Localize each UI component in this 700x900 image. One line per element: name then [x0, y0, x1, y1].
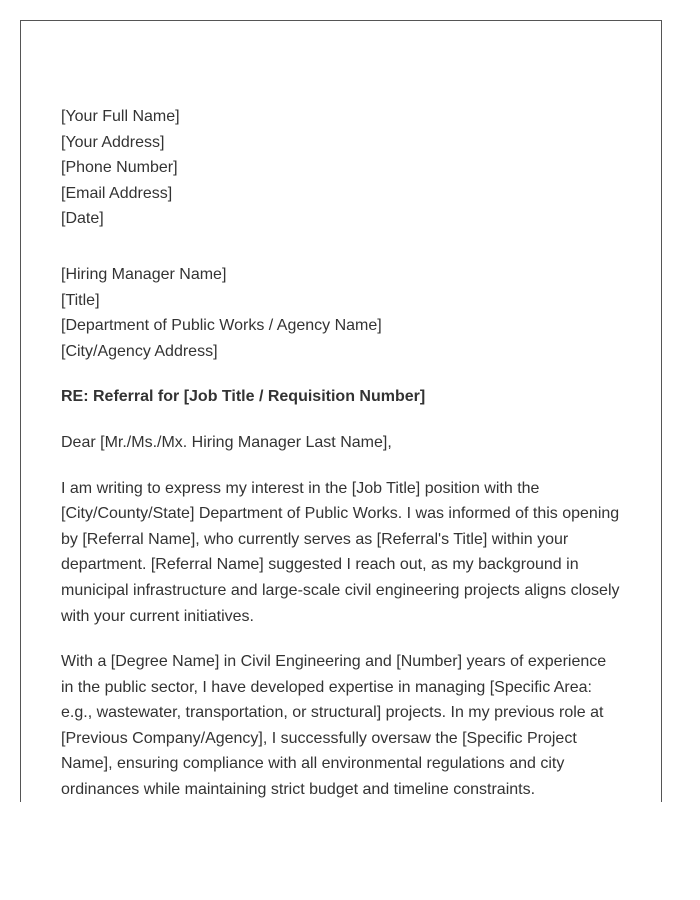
paragraph-line: [City/County/State] Department of Public Works. I was informed of this opening: [61, 505, 620, 523]
body-paragraph-2: [61, 649, 629, 802]
paragraph-line: [Previous Company/Agency], I successfully oversaw the [Specific Project: [61, 729, 577, 747]
paragraph-line: With a [Degree Name] in Civil Engineering and [Number] years of experience: [61, 653, 607, 671]
sender-email: [Email Address]: [61, 184, 173, 202]
recipient-address: [City/Agency Address]: [61, 342, 218, 360]
letter-greeting: [61, 430, 629, 456]
paragraph-line: e.g., wastewater, transportation, or structural] projects. In my previous role at: [61, 704, 604, 722]
letter-page: [20, 20, 662, 802]
letter-content: [61, 104, 629, 802]
recipient-name: [Hiring Manager Name]: [61, 265, 227, 283]
letter-date: [Date]: [61, 210, 104, 228]
sender-address: [Your Address]: [61, 133, 165, 151]
paragraph-line: municipal infrastructure and large-scale civil engineering projects aligns closely: [61, 581, 620, 599]
recipient-title: [Title]: [61, 291, 100, 309]
paragraph-line: by [Referral Name], who currently serves as [Referral's Title] within your: [61, 530, 569, 548]
paragraph-line: department. [Referral Name] suggested I reach out, as my background in: [61, 556, 579, 574]
subject-line: RE: Referral for [Job Title / Requisition Number]: [61, 388, 426, 406]
paragraph-line: in the public sector, I have developed expertise in managing [Specific Area:: [61, 678, 592, 696]
sender-block: [61, 104, 629, 232]
sender-name: [Your Full Name]: [61, 108, 180, 125]
paragraph-line: ordinances while maintaining strict budget and timeline constraints.: [61, 781, 536, 799]
recipient-block: [61, 262, 629, 364]
sender-phone: [Phone Number]: [61, 159, 178, 177]
paragraph-line: with your current initiatives.: [61, 607, 254, 625]
paragraph-line: I am writing to express my interest in the [Job Title] position with the: [61, 479, 540, 497]
paragraph-line: Name], ensuring compliance with all environmental regulations and city: [61, 755, 565, 773]
body-paragraph-1: [61, 476, 629, 630]
recipient-agency: [Department of Public Works / Agency Name]: [61, 317, 382, 335]
letter-subject: [61, 384, 629, 410]
greeting-line: Dear [Mr./Ms./Mx. Hiring Manager Last Name],: [61, 433, 392, 451]
